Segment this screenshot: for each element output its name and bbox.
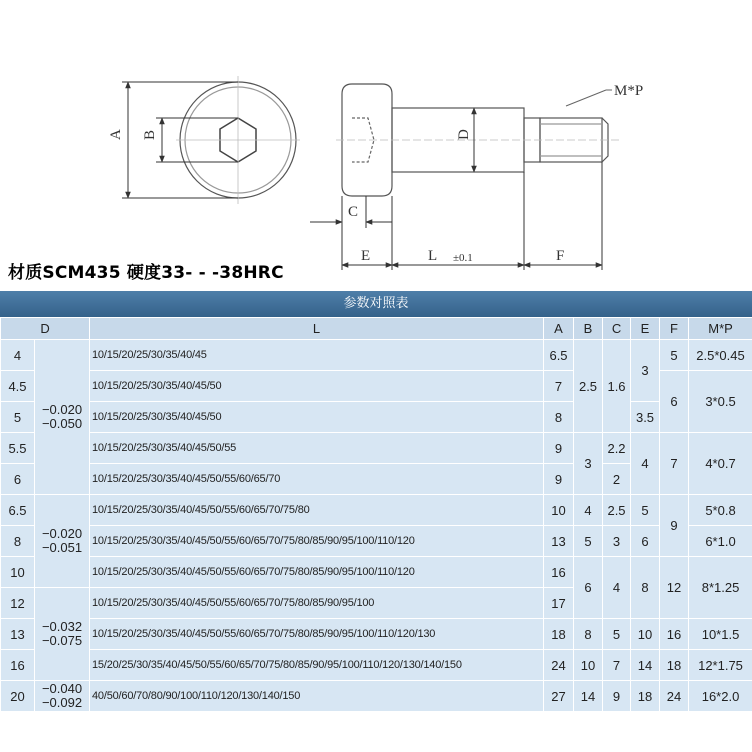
e-value: 3.5 bbox=[631, 402, 660, 433]
a-value: 10 bbox=[544, 495, 574, 526]
parameter-table bbox=[0, 317, 752, 712]
e-value: 10 bbox=[631, 619, 660, 650]
d-value: 16 bbox=[1, 650, 35, 681]
b-value: 2.5 bbox=[574, 340, 603, 433]
dim-label-C: C bbox=[348, 204, 359, 220]
dim-label-A: A bbox=[108, 129, 124, 140]
thread-label-MP: M*P bbox=[614, 83, 644, 99]
table-row bbox=[1, 526, 752, 557]
c-value: 4 bbox=[603, 557, 631, 619]
header-D: D bbox=[1, 318, 90, 340]
l-values: 10/15/20/25/30/35/40/45/50 bbox=[90, 371, 544, 402]
e-value: 4 bbox=[631, 433, 660, 495]
l-values: 10/15/20/25/30/35/40/45/50/55/60/65/70/75/80 bbox=[90, 495, 544, 526]
b-value: 3 bbox=[574, 433, 603, 495]
c-value: 2.5 bbox=[603, 495, 631, 526]
bolt-side-view bbox=[336, 84, 620, 196]
mp-value: 10*1.5 bbox=[689, 619, 752, 650]
b-value: 14 bbox=[574, 681, 603, 712]
a-value: 9 bbox=[544, 464, 574, 495]
l-values: 10/15/20/25/30/35/40/45/50/55/60/65/70/75/80/85/90/95/100/110/120/130 bbox=[90, 619, 544, 650]
header-A: A bbox=[544, 318, 574, 340]
a-value: 18 bbox=[544, 619, 574, 650]
d-value: 13 bbox=[1, 619, 35, 650]
d-value: 6.5 bbox=[1, 495, 35, 526]
l-values: 15/20/25/30/35/40/45/50/55/60/65/70/75/80/85/90/95/100/110/120/130/140/150 bbox=[90, 650, 544, 681]
table-row bbox=[1, 681, 752, 712]
c-value: 2 bbox=[603, 464, 631, 495]
material-hardness-note: 材质SCM435 硬度33- - -38HRC bbox=[8, 263, 284, 283]
f-value: 12 bbox=[660, 557, 689, 619]
a-value: 7 bbox=[544, 371, 574, 402]
dim-label-L: L bbox=[428, 248, 438, 264]
e-value: 3 bbox=[631, 340, 660, 402]
d-value: 6 bbox=[1, 464, 35, 495]
dim-label-D: D bbox=[456, 129, 472, 140]
e-value: 8 bbox=[631, 557, 660, 619]
dim-label-B: B bbox=[142, 129, 158, 140]
e-value: 6 bbox=[631, 526, 660, 557]
d-value: 4 bbox=[1, 340, 35, 371]
l-values: 10/15/20/25/30/35/40/45/50/55/60/65/70/75/80/85/90/95/100/110/120 bbox=[90, 557, 544, 588]
b-value: 5 bbox=[574, 526, 603, 557]
table-row bbox=[1, 402, 752, 433]
d-tolerance: −0.020 −0.051 bbox=[35, 495, 90, 588]
c-value: 7 bbox=[603, 650, 631, 681]
a-value: 8 bbox=[544, 402, 574, 433]
l-values: 10/15/20/25/30/35/40/45 bbox=[90, 340, 544, 371]
thread-leader bbox=[566, 90, 612, 106]
mp-value: 8*1.25 bbox=[689, 557, 752, 619]
mp-value: 2.5*0.45 bbox=[689, 340, 752, 371]
b-value: 8 bbox=[574, 619, 603, 650]
l-values: 40/50/60/70/80/90/100/110/120/130/140/150 bbox=[90, 681, 544, 712]
mp-value: 12*1.75 bbox=[689, 650, 752, 681]
table-row bbox=[1, 619, 752, 650]
header-B: B bbox=[574, 318, 603, 340]
header-E: E bbox=[631, 318, 660, 340]
table-row bbox=[1, 495, 752, 526]
e-value: 18 bbox=[631, 681, 660, 712]
dim-label-F: F bbox=[556, 248, 565, 264]
f-value: 7 bbox=[660, 433, 689, 495]
head-end-view bbox=[176, 76, 300, 204]
f-value: 24 bbox=[660, 681, 689, 712]
d-value: 5 bbox=[1, 402, 35, 433]
l-values: 10/15/20/25/30/35/40/45/50/55/60/65/70/75/80/85/90/95/100 bbox=[90, 588, 544, 619]
dim-label-L-tol: ±0.1 bbox=[453, 252, 473, 264]
f-value: 9 bbox=[660, 495, 689, 557]
a-value: 13 bbox=[544, 526, 574, 557]
mp-value: 5*0.8 bbox=[689, 495, 752, 526]
header-L: L bbox=[90, 318, 544, 340]
header-C: C bbox=[603, 318, 631, 340]
mp-value: 6*1.0 bbox=[689, 526, 752, 557]
dim-label-E: E bbox=[361, 248, 371, 264]
table-row bbox=[1, 557, 752, 588]
shoulder-bolt-drawing bbox=[0, 0, 752, 290]
a-value: 17 bbox=[544, 588, 574, 619]
a-value: 9 bbox=[544, 433, 574, 464]
d-value: 12 bbox=[1, 588, 35, 619]
table-row bbox=[1, 650, 752, 681]
c-value: 9 bbox=[603, 681, 631, 712]
f-value: 6 bbox=[660, 371, 689, 433]
a-value: 27 bbox=[544, 681, 574, 712]
table-row bbox=[1, 340, 752, 371]
e-value: 5 bbox=[631, 495, 660, 526]
mp-value: 4*0.7 bbox=[689, 433, 752, 495]
l-values: 10/15/20/25/30/35/40/45/50/55/60/65/70 bbox=[90, 464, 544, 495]
b-value: 6 bbox=[574, 557, 603, 619]
e-value: 14 bbox=[631, 650, 660, 681]
d-value: 5.5 bbox=[1, 433, 35, 464]
f-value: 5 bbox=[660, 340, 689, 371]
mp-value: 16*2.0 bbox=[689, 681, 752, 712]
d-tolerance: −0.032 −0.075 bbox=[35, 588, 90, 681]
table-title: 参数对照表 bbox=[0, 291, 752, 317]
l-values: 10/15/20/25/30/35/40/45/50 bbox=[90, 402, 544, 433]
mp-value: 3*0.5 bbox=[689, 371, 752, 433]
a-value: 16 bbox=[544, 557, 574, 588]
a-value: 6.5 bbox=[544, 340, 574, 371]
d-value: 10 bbox=[1, 557, 35, 588]
f-value: 18 bbox=[660, 650, 689, 681]
table-row bbox=[1, 433, 752, 464]
d-tolerance: −0.020 −0.050 bbox=[35, 340, 90, 495]
l-values: 10/15/20/25/30/35/40/45/50/55 bbox=[90, 433, 544, 464]
d-value: 8 bbox=[1, 526, 35, 557]
b-value: 10 bbox=[574, 650, 603, 681]
d-value: 4.5 bbox=[1, 371, 35, 402]
d-tolerance: −0.040 −0.092 bbox=[35, 681, 90, 712]
c-value: 1.6 bbox=[603, 340, 631, 433]
header-F: F bbox=[660, 318, 689, 340]
a-value: 24 bbox=[544, 650, 574, 681]
table-header-row bbox=[1, 318, 752, 340]
l-values: 10/15/20/25/30/35/40/45/50/55/60/65/70/75/80/85/90/95/100/110/120 bbox=[90, 526, 544, 557]
c-value: 2.2 bbox=[603, 433, 631, 464]
c-value: 5 bbox=[603, 619, 631, 650]
f-value: 16 bbox=[660, 619, 689, 650]
d-value: 20 bbox=[1, 681, 35, 712]
header-MP: M*P bbox=[689, 318, 752, 340]
b-value: 4 bbox=[574, 495, 603, 526]
c-value: 3 bbox=[603, 526, 631, 557]
